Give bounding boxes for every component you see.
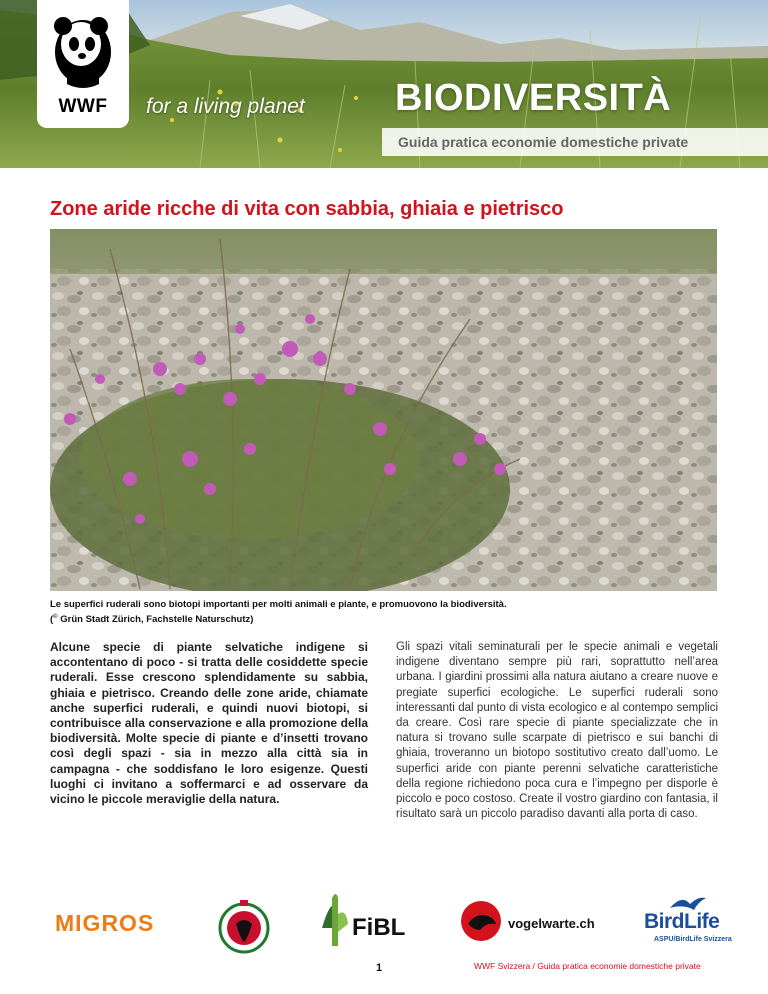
- birdlife-logo-subtitle: ASPU/BirdLife Svizzera: [654, 936, 732, 943]
- section-title: Zone aride ricche di vita con sabbia, ghiaia e pietrisco: [50, 198, 564, 220]
- intro-paragraph: Alcune specie di piante selvatiche indigene si accontentano di poco - si tratta delle cosiddette specie ruderali. Esse crescono splendidamente su sabbia, ghiaia e pietrisco. Creando delle zone aride, chiamate anche superfici ruderali, e quindi nuovi biotopi, si contribuisce alla conservazione e alla promozione della biodiversità. Molte specie di piante e d’insetti trovano così degli spazi - sia in mezzo alla città sia in campagna - che soddisfano le loro esigenze. Questi luoghi ci invitano a soffermarci e ad osservare da vicino le piccole meraviglie della natura.: [50, 640, 368, 807]
- body-paragraph: Gli spazi vitali seminaturali per le specie animali e vegetali indigene diventano sempre più rari, soprattutto nell’area urbana. I giardini prossimi alla natura aiutano a creare nuove e pregiate superfici ecologiche. Le superfici ruderali sono interessanti dal punto di vista ecologico e al contempo semplici da creare. Così rare specie di piante specializzate che in natura si trovano sulle scarpate di pietrisco e sui banchi di ghiaia, troveranno un biotopo sostitutivo creato dall’uomo. Le superfici aride con piante perenni selvatiche caratteristiche della regione richiedono poca cura e l’impegno per disporle è piccolo e poco costoso. Create il vostro giardino con fantasia, il risultato sarà un piccolo paradiso davanti alla porta di caso.: [396, 641, 718, 821]
- page-subtitle: Guida pratica economie domestiche private: [398, 134, 689, 150]
- page-number: 1: [376, 962, 383, 974]
- footer-text: WWF Svizzera / Guida pratica economie domestiche private: [474, 961, 701, 971]
- caption-line-2: [50, 611, 730, 626]
- vogelwarte-logo-text: vogelwarte.ch: [508, 916, 595, 931]
- header-banner: [0, 0, 768, 168]
- page-title: BIODIVERSITÀ: [395, 77, 672, 119]
- gravel-flowers-image: [50, 229, 717, 591]
- vogelwarte-bird-icon: [460, 900, 502, 942]
- ruderal-area-photo: [50, 229, 717, 591]
- partner-logos: [0, 880, 768, 970]
- caption-credit: Grün Stadt Zürich, Fachstelle Naturschutz): [60, 614, 254, 626]
- photo-caption: [50, 598, 730, 626]
- caption-open: (: [50, 614, 54, 626]
- panda-icon: [37, 0, 129, 96]
- wwf-logo: [37, 0, 129, 128]
- wwf-logo-text: WWF: [58, 96, 108, 117]
- fibl-leaf-icon: [318, 888, 350, 948]
- copyright-mark: ©: [53, 614, 58, 620]
- caption-line-1: Le superfici ruderali sono biotopi importanti per molti animali e piante, e promuovono la biodiversità.: [50, 599, 507, 610]
- ip-suisse-logo: [218, 898, 270, 958]
- fibl-logo-text: FiBL: [352, 914, 406, 941]
- birdlife-logo-text: BirdLife: [644, 910, 720, 933]
- migros-logo: MIGROS: [55, 910, 155, 936]
- tagline: for a living planet: [146, 95, 305, 118]
